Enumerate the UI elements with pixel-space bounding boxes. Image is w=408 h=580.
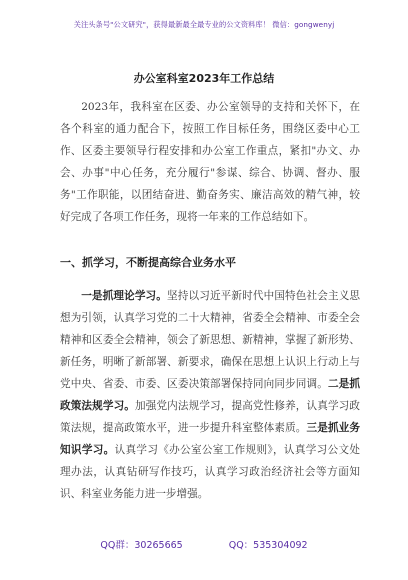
point-three-text: 认真学习《办公室公室工作规则》，认真学习公文处理办法，认真钻研写作技巧，认真学习政治经济社会等方面知识、科室业务能力进一步增强。	[60, 444, 360, 500]
section-paragraph	[60, 285, 360, 505]
point-two-text: 加强党内法规学习，提高党性修养，认真学习政策法规，提高政策水平，进一步提升科室整体素质。	[60, 400, 360, 434]
footer-contact	[0, 537, 408, 551]
intro-paragraph: 2023年，我科室在区委、办公室领导的支持和关怀下，在各个科室的通力配合下，按照工作目标任务，围绕区委中心工作、区委主要领导行程安排和办公室工作重点，紧扣"办文、办会、办事"中心任务，充分履行"参谋、综合、协调、督办、服务"工作职能，以团结奋进、勤奋务实、廉洁高效的精气神，较好完成了各项工作任务，现将一年来的工作总结如下。	[60, 101, 360, 223]
footer-qq: QQ：535304092	[228, 540, 308, 551]
header-banner: 关注头条号"公文研究"，获得最新最全最专业的公文资料库！ 微信：gongwenyj	[73, 20, 335, 29]
point-two-label: 二是抓政策法规学习。	[60, 378, 360, 412]
footer-qq-group: QQ群：30265665	[100, 540, 183, 551]
document-title: 办公室科室2023年工作总结	[133, 72, 275, 85]
point-one-label: 一是抓理论学习。	[81, 290, 168, 302]
point-three-label: 三是抓业务知识学习。	[60, 422, 360, 456]
section-heading: 一、抓学习，不断提高综合业务水平	[60, 256, 236, 269]
point-one-text: 坚持以习近平新时代中国特色社会主义思想为引领，认真学习党的二十大精神，省委全会精神、市委全会精神和区委全会精神，领会了新思想、新精神，掌握了新形势、新任务，明晰了新部署、新要求，确保在思想上认识上行动上与党中央、省委、市委、区委决策部署保持同向同步同调。	[60, 290, 361, 390]
